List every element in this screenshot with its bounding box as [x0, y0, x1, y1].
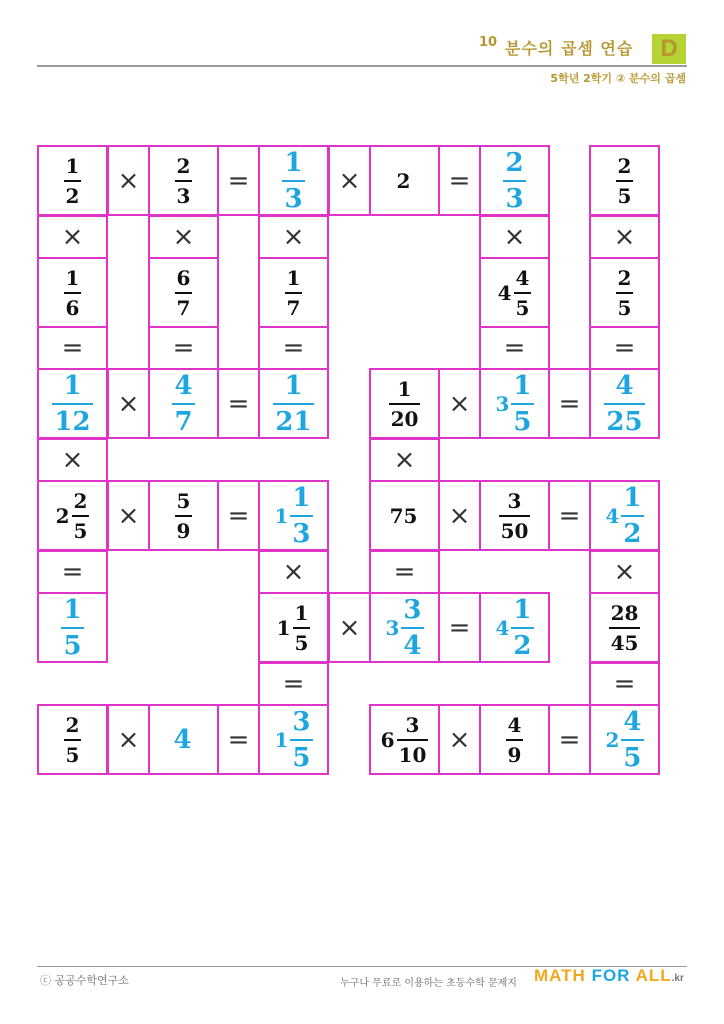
number-value	[389, 376, 421, 431]
number-value	[273, 370, 313, 437]
answer-cell	[589, 480, 660, 551]
numerator: 4	[507, 712, 522, 737]
operator-symbol: =	[227, 388, 250, 419]
fraction	[616, 153, 634, 208]
numerator: 4	[623, 706, 642, 737]
fraction-bar	[285, 292, 303, 294]
whole-part: 1	[276, 615, 291, 640]
given-number-cell	[369, 368, 440, 439]
fraction	[172, 370, 194, 437]
fraction-bar	[401, 627, 423, 629]
number-value	[390, 504, 420, 528]
fraction-bar	[503, 180, 525, 182]
number-value	[64, 712, 82, 767]
operator-symbol: ×	[172, 222, 195, 252]
times-sign	[328, 145, 371, 216]
equals-sign	[37, 326, 108, 370]
fraction-bar	[621, 515, 643, 517]
fraction	[401, 594, 423, 661]
fraction	[285, 265, 303, 320]
times-sign	[369, 438, 440, 482]
fraction	[64, 712, 82, 767]
answer-cell	[589, 368, 660, 439]
numerator: 3	[507, 488, 522, 513]
times-sign	[107, 480, 150, 551]
whole-part: 6	[380, 727, 395, 752]
fraction	[290, 706, 312, 773]
number-value	[380, 712, 429, 767]
operator-symbol: =	[282, 669, 305, 699]
equals-sign	[438, 592, 481, 663]
mathforall-logo	[534, 966, 684, 986]
numerator: 2	[176, 153, 191, 178]
fraction-bar	[290, 739, 312, 741]
numerator: 3	[292, 706, 311, 737]
fraction	[609, 600, 641, 655]
number-value	[64, 265, 82, 320]
fraction	[64, 153, 82, 208]
number-value	[282, 147, 304, 214]
number-value	[616, 153, 634, 208]
fraction-bar	[514, 292, 532, 294]
operator-symbol: ×	[61, 222, 84, 252]
fraction	[290, 482, 312, 549]
times-sign	[328, 592, 371, 663]
denominator: 7	[176, 295, 191, 320]
fraction-bar	[397, 739, 429, 741]
operator-symbol: ×	[117, 724, 140, 755]
whole-part: 2	[55, 503, 70, 528]
equals-sign	[37, 550, 108, 594]
answer-cell	[148, 368, 219, 439]
given-number-cell	[148, 480, 219, 551]
denominator: 50	[500, 518, 529, 543]
fraction	[175, 153, 193, 208]
equals-sign	[548, 480, 591, 551]
denominator: 4	[403, 630, 422, 661]
given-number-cell	[589, 257, 660, 328]
fraction-bar	[290, 515, 312, 517]
denominator: 5	[63, 630, 82, 661]
given-number-cell	[148, 257, 219, 328]
operator-symbol: =	[558, 388, 581, 419]
number-value	[495, 594, 533, 661]
number-value	[397, 169, 413, 193]
given-number-cell	[369, 704, 440, 775]
numerator: 2	[65, 712, 80, 737]
number-value	[175, 488, 193, 543]
denominator: 5	[617, 295, 632, 320]
fraction	[72, 488, 90, 543]
times-sign	[438, 704, 481, 775]
numerator: 2	[617, 265, 632, 290]
operator-symbol: =	[282, 333, 305, 363]
fraction	[514, 265, 532, 320]
fraction-bar	[64, 292, 82, 294]
operator-symbol: ×	[117, 388, 140, 419]
numerator: 1	[623, 482, 642, 513]
number-value	[503, 147, 525, 214]
operator-symbol: ×	[613, 222, 636, 252]
numerator: 3	[405, 712, 420, 737]
denominator: 10	[398, 742, 427, 767]
numerator: 1	[284, 147, 303, 178]
denominator: 5	[513, 406, 532, 437]
numerator: 1	[397, 376, 412, 401]
operator-symbol: ×	[338, 165, 361, 196]
number-value	[499, 488, 531, 543]
operator-symbol: ×	[393, 445, 416, 475]
fraction	[604, 370, 644, 437]
fraction-bar	[172, 403, 194, 405]
numerator: 2	[505, 147, 524, 178]
numerator: 1	[513, 594, 532, 625]
operator-symbol: =	[503, 333, 526, 363]
number-value	[605, 482, 643, 549]
fraction	[64, 265, 82, 320]
fraction-bar	[175, 180, 193, 182]
whole-part: 4	[605, 503, 620, 528]
operator-symbol: ×	[613, 557, 636, 587]
operator-symbol: ×	[117, 500, 140, 531]
denominator: 2	[65, 183, 80, 208]
worksheet-number: 10	[479, 35, 498, 50]
equals-sign	[258, 662, 329, 706]
worksheet-title: 분수의 곱셈 연습	[505, 39, 634, 58]
fraction	[175, 265, 193, 320]
whole-part: 4	[495, 615, 510, 640]
answer-cell	[258, 368, 329, 439]
times-sign	[107, 368, 150, 439]
given-number-cell	[37, 480, 108, 551]
number-value	[276, 600, 311, 655]
fraction-bar	[282, 180, 304, 182]
numerator: 1	[65, 265, 80, 290]
logo-for: FOR	[591, 966, 631, 985]
fraction-bar	[389, 403, 421, 405]
number-value	[55, 488, 90, 543]
fraction	[175, 488, 193, 543]
denominator: 6	[65, 295, 80, 320]
equals-sign	[548, 704, 591, 775]
operator-symbol: ×	[448, 724, 471, 755]
operator-symbol: =	[558, 500, 581, 531]
equals-sign	[438, 145, 481, 216]
fraction-bar	[293, 627, 311, 629]
number-value	[604, 370, 644, 437]
denominator: 21	[275, 406, 312, 437]
fraction-bar	[609, 627, 641, 629]
numerator: 1	[286, 265, 301, 290]
numerator: 4	[515, 265, 530, 290]
fraction	[389, 376, 421, 431]
numerator: 4	[615, 370, 634, 401]
fraction-bar	[616, 180, 634, 182]
fraction-bar	[511, 627, 533, 629]
whole-part: 3	[385, 615, 400, 640]
worksheet-subtitle: 5학년 2학기 ② 분수의 곱셈	[550, 72, 686, 85]
number-value	[609, 600, 641, 655]
logo-kr: .kr	[671, 973, 684, 984]
denominator: 3	[292, 518, 311, 549]
fraction	[282, 147, 304, 214]
times-sign	[148, 215, 219, 259]
operator-symbol: ×	[503, 222, 526, 252]
denominator: 9	[176, 518, 191, 543]
whole-part: 2	[605, 727, 620, 752]
denominator: 5	[292, 742, 311, 773]
denominator: 2	[513, 630, 532, 661]
times-sign	[589, 550, 660, 594]
number-value	[175, 265, 193, 320]
operator-symbol: =	[61, 333, 84, 363]
fraction-bar	[175, 515, 193, 517]
fraction-bar	[72, 515, 90, 517]
numerator: 1	[513, 370, 532, 401]
fraction	[499, 488, 531, 543]
denominator: 20	[390, 406, 419, 431]
fraction	[511, 594, 533, 661]
fraction	[293, 600, 311, 655]
operator-symbol: ×	[448, 500, 471, 531]
denominator: 5	[617, 183, 632, 208]
number-value	[605, 706, 643, 773]
times-sign	[37, 215, 108, 259]
whole-part: 3	[495, 391, 510, 416]
operator-symbol: =	[448, 612, 471, 643]
denominator: 3	[505, 183, 524, 214]
number-value	[497, 265, 532, 320]
operator-symbol: ×	[61, 445, 84, 475]
answer-cell	[589, 704, 660, 775]
fraction	[52, 370, 92, 437]
operator-symbol: =	[613, 333, 636, 363]
number-value	[64, 153, 82, 208]
equals-sign	[217, 480, 260, 551]
equals-sign	[369, 550, 440, 594]
denominator: 2	[623, 518, 642, 549]
given-number-cell	[479, 480, 550, 551]
equals-sign	[148, 326, 219, 370]
answer-cell	[479, 592, 550, 663]
whole-part: 4	[497, 280, 512, 305]
numerator: 4	[174, 370, 193, 401]
operator-symbol: =	[393, 557, 416, 587]
operator-symbol: =	[558, 724, 581, 755]
denominator: 7	[174, 406, 193, 437]
times-sign	[438, 480, 481, 551]
fraction	[273, 370, 313, 437]
numerator: 1	[294, 600, 309, 625]
number-value	[274, 482, 312, 549]
numerator: 3	[403, 594, 422, 625]
operator-symbol: =	[172, 333, 195, 363]
given-number-cell	[479, 257, 550, 328]
given-number-cell	[369, 480, 440, 551]
operator-symbol: =	[227, 500, 250, 531]
level-badge: D	[652, 34, 686, 64]
answer-cell	[479, 145, 550, 216]
number-value	[616, 265, 634, 320]
equals-sign	[217, 145, 260, 216]
equals-sign	[479, 326, 550, 370]
fraction-bar	[273, 403, 313, 405]
operator-symbol: ×	[448, 388, 471, 419]
logo-all: ALL	[635, 966, 672, 985]
equals-sign	[217, 704, 260, 775]
denominator: 7	[286, 295, 301, 320]
numerator: 1	[63, 594, 82, 625]
number-value	[172, 370, 194, 437]
fraction	[616, 265, 634, 320]
fraction-bar	[175, 292, 193, 294]
numerator: 6	[176, 265, 191, 290]
whole-part: 4	[173, 724, 192, 755]
answer-cell	[258, 145, 329, 216]
operator-symbol: =	[448, 165, 471, 196]
answer-cell	[37, 592, 108, 663]
fraction	[511, 370, 533, 437]
times-sign	[37, 438, 108, 482]
fraction	[621, 482, 643, 549]
footer-tagline: 누구나 무료로 이용하는 초등수학 문제지	[340, 978, 517, 989]
denominator: 25	[606, 406, 643, 437]
fraction-bar	[52, 403, 92, 405]
operator-symbol: =	[227, 724, 250, 755]
fraction-bar	[511, 403, 533, 405]
fraction-bar	[506, 739, 524, 741]
answer-cell	[258, 704, 329, 775]
whole-part: 1	[274, 727, 289, 752]
answer-cell	[148, 704, 219, 775]
times-sign	[258, 215, 329, 259]
equals-sign	[258, 326, 329, 370]
equals-sign	[589, 326, 660, 370]
numerator: 1	[65, 153, 80, 178]
given-number-cell	[37, 145, 108, 216]
fraction	[397, 712, 429, 767]
numerator: 1	[284, 370, 303, 401]
answer-cell	[369, 592, 440, 663]
number-value	[285, 265, 303, 320]
fraction	[506, 712, 524, 767]
times-sign	[258, 550, 329, 594]
given-number-cell	[589, 145, 660, 216]
times-sign	[479, 215, 550, 259]
denominator: 5	[515, 295, 530, 320]
logo-math: MATH	[534, 966, 586, 985]
numerator: 2	[617, 153, 632, 178]
denominator: 5	[73, 518, 88, 543]
times-sign	[107, 704, 150, 775]
answer-cell	[258, 480, 329, 551]
given-number-cell	[589, 592, 660, 663]
operator-symbol: ×	[282, 557, 305, 587]
numerator: 1	[63, 370, 82, 401]
operator-symbol: =	[613, 669, 636, 699]
number-value	[274, 706, 312, 773]
number-value	[175, 153, 193, 208]
answer-cell	[37, 368, 108, 439]
fraction-bar	[64, 180, 82, 182]
times-sign	[589, 215, 660, 259]
equals-sign	[589, 662, 660, 706]
fraction-bar	[499, 515, 531, 517]
given-number-cell	[258, 592, 329, 663]
number-value	[495, 370, 533, 437]
fraction-bar	[621, 739, 643, 741]
fraction-bar	[604, 403, 644, 405]
number-value	[52, 370, 92, 437]
given-number-cell	[148, 145, 219, 216]
given-number-cell	[37, 704, 108, 775]
denominator: 5	[294, 630, 309, 655]
times-sign	[438, 368, 481, 439]
given-number-cell	[369, 145, 440, 216]
fraction	[621, 706, 643, 773]
whole-part: 2	[396, 168, 411, 193]
fraction-bar	[64, 739, 82, 741]
denominator: 5	[65, 742, 80, 767]
equals-sign	[217, 368, 260, 439]
fraction-bar	[61, 627, 83, 629]
copyright-text: ⓒ 공공수학연구소	[40, 974, 129, 987]
whole-part: 1	[274, 503, 289, 528]
equals-sign	[548, 368, 591, 439]
operator-symbol: =	[227, 165, 250, 196]
denominator: 12	[54, 406, 91, 437]
number-value	[506, 712, 524, 767]
number-value	[385, 594, 423, 661]
operator-symbol: =	[61, 557, 84, 587]
given-number-cell	[479, 704, 550, 775]
fraction-bar	[616, 292, 634, 294]
whole-part: 75	[389, 503, 418, 528]
numerator: 1	[292, 482, 311, 513]
number-value	[173, 725, 193, 755]
denominator: 5	[623, 742, 642, 773]
answer-cell	[479, 368, 550, 439]
numerator: 5	[176, 488, 191, 513]
denominator: 3	[284, 183, 303, 214]
operator-symbol: ×	[338, 612, 361, 643]
number-value	[61, 594, 83, 661]
operator-symbol: ×	[117, 165, 140, 196]
denominator: 3	[176, 183, 191, 208]
numerator: 28	[610, 600, 639, 625]
numerator: 2	[73, 488, 88, 513]
fraction	[503, 147, 525, 214]
denominator: 45	[610, 630, 639, 655]
operator-symbol: ×	[282, 222, 305, 252]
times-sign	[107, 145, 150, 216]
given-number-cell	[37, 257, 108, 328]
denominator: 9	[507, 742, 522, 767]
given-number-cell	[258, 257, 329, 328]
fraction	[61, 594, 83, 661]
